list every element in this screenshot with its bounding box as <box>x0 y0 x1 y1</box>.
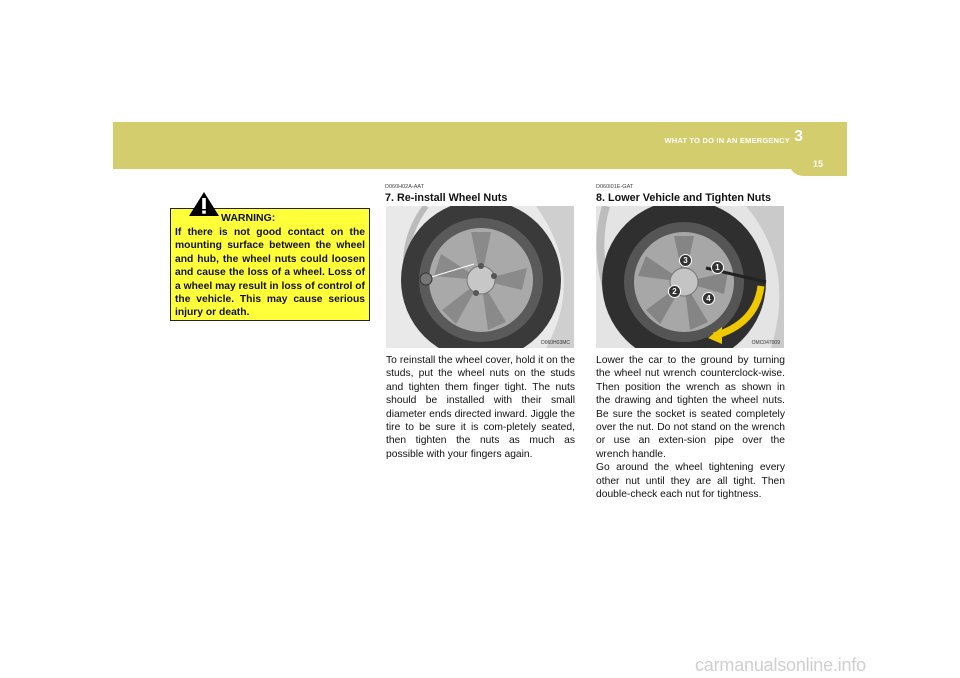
step7-text: To reinstall the wheel cover, hold it on the studs, put the wheel nuts on the studs and tighten them finger tight. The nuts should be installed with their small diameter ends directed inward. Jiggle the tire to be sure it is com-pletely seated, then tighten the nuts as much as possible with your fingers again. <box>386 355 575 460</box>
wheel-nut-illustration <box>386 206 574 348</box>
callout-2: 2 <box>668 285 681 298</box>
callout-4: 4 <box>702 292 715 305</box>
warning-title: WARNING: <box>221 212 276 224</box>
step8-code: D060I01E-GAT <box>596 184 634 190</box>
watermark: carmanualsonline.info <box>695 655 866 675</box>
warning-box <box>170 208 370 321</box>
page-tab <box>789 156 847 176</box>
lower-vehicle-illustration <box>596 206 784 348</box>
callout-1: 1 <box>711 261 724 274</box>
step8-figure <box>596 206 784 348</box>
header-band <box>113 122 847 169</box>
step8-heading: 8. Lower Vehicle and Tighten Nuts <box>596 192 771 204</box>
step8-figure-code: OMC047009 <box>751 340 780 346</box>
step8-text: Lower the car to the ground by turning the wheel nut wrench counterclock-wise. Then position the wrench as shown in the drawing and tighten the wheel nuts. Be sure the socket is seated completely over the nut. Do not stand on the wrench or use an exten-sion pipe over the wrench handle. Go around the wheel tightening every other nut until they are all tight. Then double-check each nut for tightness. <box>596 355 785 501</box>
warning-text: If there is not good contact on the mounting surface between the wheel and hub, the wheel nuts could loosen and cause the loss of a wheel. Loss of a wheel may result in loss of control of the vehicle. This may cause serious injury or death. <box>175 227 365 319</box>
exclamation-icon <box>189 192 219 216</box>
chapter-title: WHAT TO DO IN AN EMERGENCY <box>664 136 790 145</box>
callout-3: 3 <box>679 254 692 267</box>
step7-figure <box>386 206 574 348</box>
step7-figure-code: D060H03MC <box>541 340 570 346</box>
step7-code: D060H02A-AAT <box>385 184 425 190</box>
page-number: 15 <box>812 159 823 169</box>
chapter-number: 3 <box>794 128 803 145</box>
step7-heading: 7. Re-install Wheel Nuts <box>385 192 508 204</box>
